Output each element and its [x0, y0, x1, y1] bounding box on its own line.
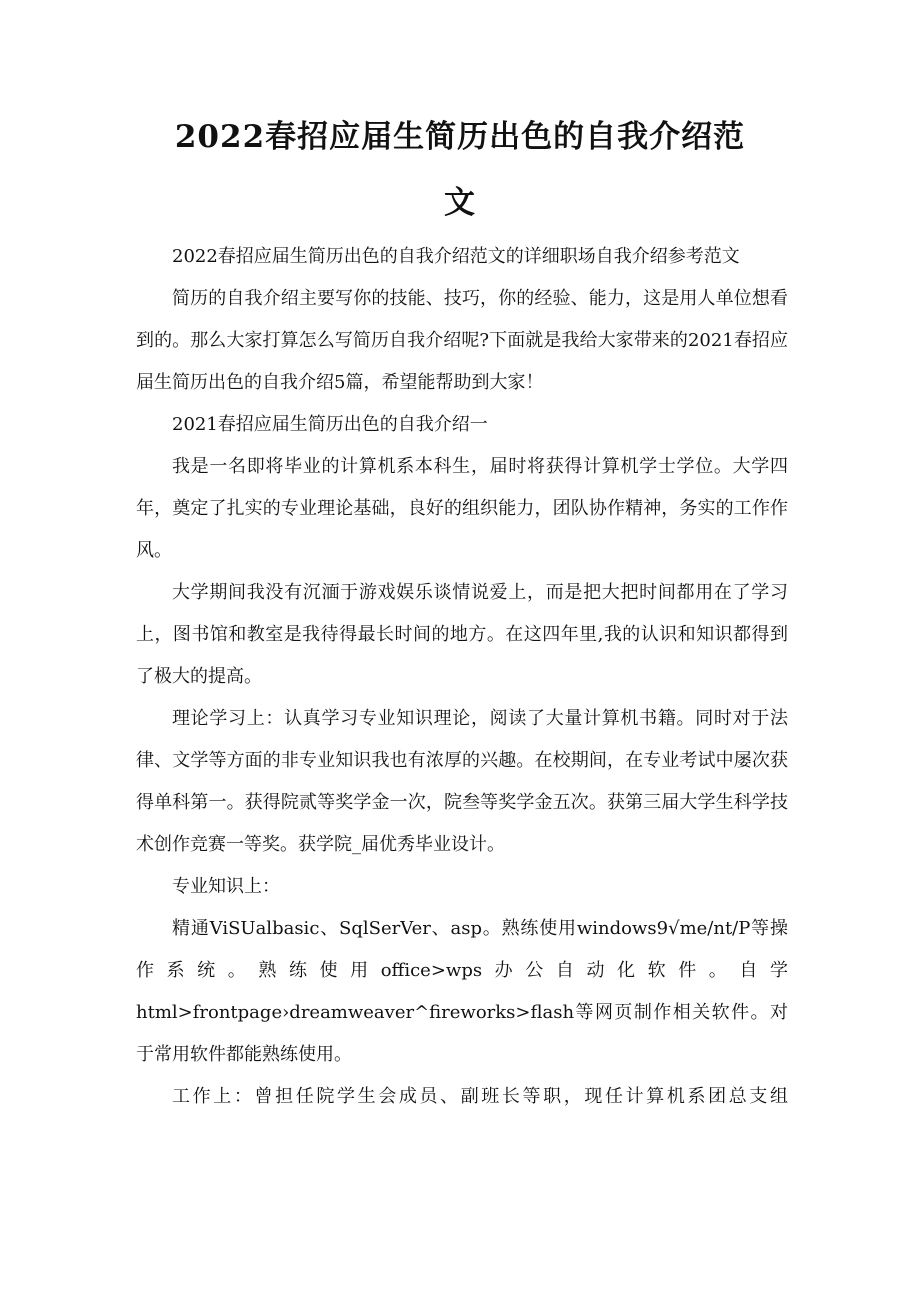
paragraph-intro: 2022春招应届生简历出色的自我介绍范文的详细职场自我介绍参考范文 [172, 246, 740, 267]
paragraph-work: 工作上：曾担任院学生会成员、副班长等职，现任计算机系团总支组 [172, 1086, 788, 1107]
title-line-2: 文 [444, 185, 476, 221]
paragraph-knowledge-heading: 专业知识上： [172, 876, 280, 897]
paragraph-summary: 简历的自我介绍主要写你的技能、技巧，你的经验、能力，这是用人单位想看到的。那么大家打算怎么写简历自我介绍呢?下面就是我给大家带来的2021春招应届生简历出色的自我介绍5篇，希望能帮助到大家！ [136, 288, 788, 393]
document-body [136, 236, 788, 1118]
section-heading-1: 2021春招应届生简历出色的自我介绍一 [172, 414, 488, 435]
paragraph-self: 我是一名即将毕业的计算机系本科生，届时将获得计算机学士学位。大学四年，奠定了扎实的专业理论基础，良好的组织能力，团队协作精神，务实的工作作风。 [136, 456, 788, 561]
paragraph-university: 大学期间我没有沉湎于游戏娱乐谈情说爱上，而是把大把时间都用在了学习上，图书馆和教室是我待得最长时间的地方。在这四年里,我的认识和知识都得到了极大的提高。 [136, 582, 788, 687]
title-line-1: 2022春招应届生简历出色的自我介绍范 [174, 119, 746, 155]
paragraph-theory: 理论学习上：认真学习专业知识理论，阅读了大量计算机书籍。同时对于法律、文学等方面的非专业知识我也有浓厚的兴趣。在校期间，在专业考试中屡次获得单科第一。获得院贰等奖学金一次，院叁等奖学金五次。获第三届大学生科学技术创作竞赛一等奖。获学院_届优秀毕业设计。 [136, 708, 788, 855]
paragraph-skills: 精通ViSUalbasic、SqlSerVer、asp。熟练使用windows9√me∕nt∕P等操作系统。熟练使用office>wps办公自动化软件。自学html>frontpage›dreamweaver^fireworks>flash等网页制作相关软件。对于常用软件都能熟练使用。 [136, 918, 788, 1065]
document-title [130, 104, 790, 236]
